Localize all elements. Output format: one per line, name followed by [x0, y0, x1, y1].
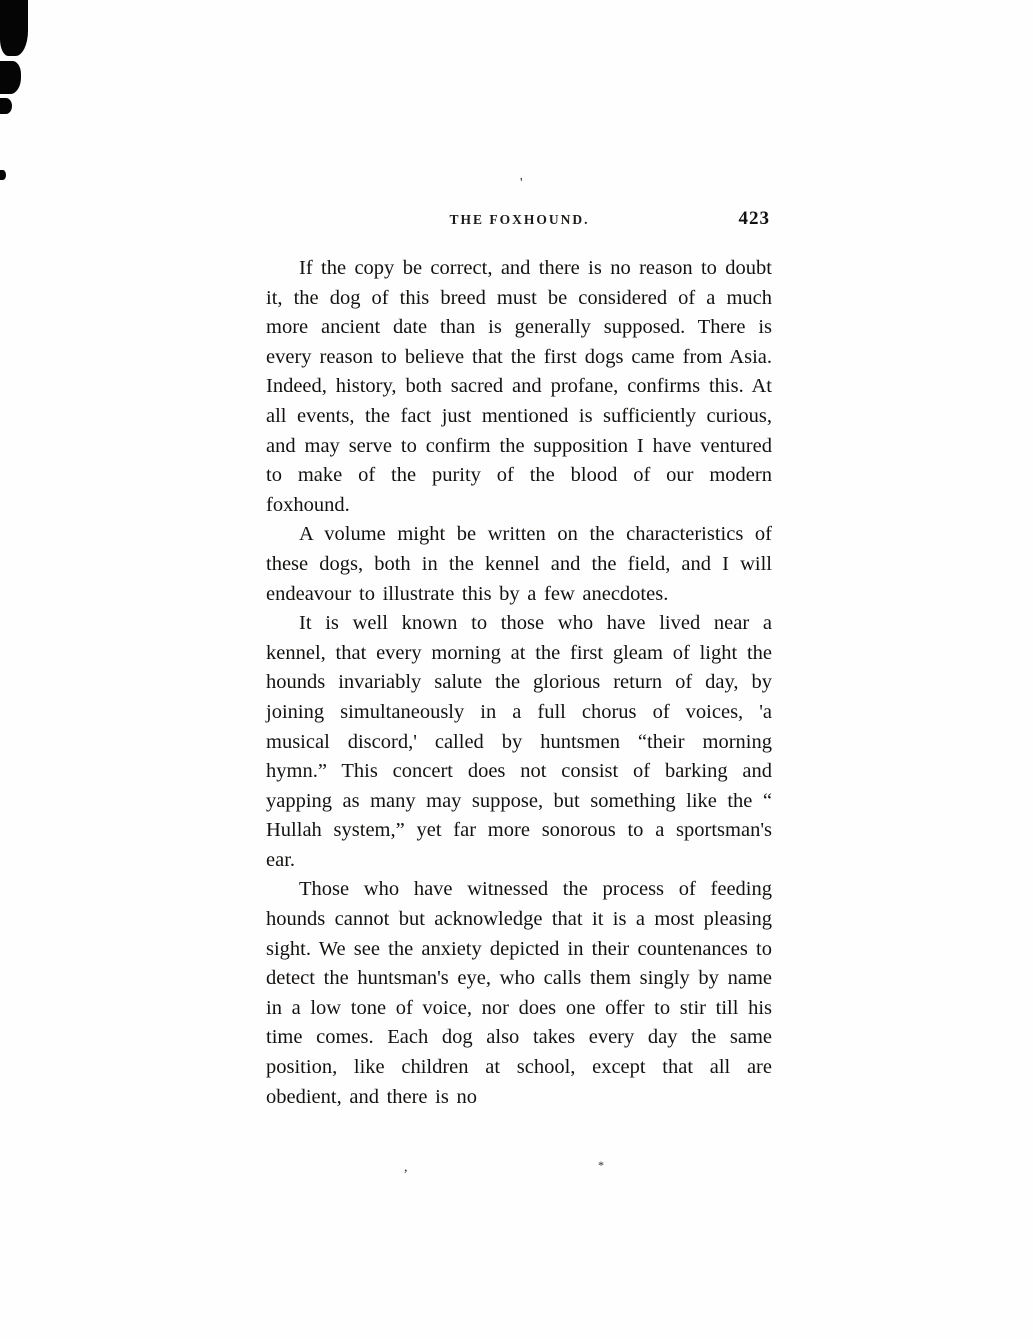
- scan-edge-artifact: [0, 0, 28, 56]
- scan-edge-artifact: [0, 98, 12, 114]
- scan-edge-artifact: [0, 170, 6, 180]
- paragraph-2: A volume might be written on the characteristics of these dogs, both in the kennel and the field, and I will endeavour to illustrate this by a few anecdotes.: [266, 523, 772, 605]
- page-header: [267, 208, 772, 236]
- running-header-title: THE FOXHOUND.: [449, 212, 590, 227]
- body-text-block: [266, 254, 772, 1112]
- scan-speck: *: [598, 1158, 604, 1172]
- paragraph-1: If the copy be correct, and there is no reason to doubt it, the dog of this breed must be considered of a much more ancient date than is generally supposed. There is every reason to believe that the first dogs came from Asia. Indeed, history, both sacred and profane, confirms this. At all events, the fact just mentioned is sufficiently curious, and may serve to confirm the supposition I have ventured to make of the purity of the blood of our modern foxhound.: [266, 257, 772, 516]
- paragraph-4: Those who have witnessed the process of feeding hounds cannot but acknowledge that it is a most pleasing sight. We see the anxiety depicted in their countenances to detect the huntsman's eye, who calls them singly by name in a low tone of voice, nor does one offer to stir till his time comes. Each dog also takes every day the same position, like children at school, except that all are obedient, and there is no: [266, 878, 772, 1108]
- scan-speck: ': [520, 176, 523, 191]
- paragraph-3: It is well known to those who have lived near a kennel, that every morning at the first gleam of light the hounds invariably salute the glorious return of day, by joining simultaneously in a full chorus of voices, 'a musical discord,' called by huntsmen “their morning hymn.” This concert does not consist of barking and yapping as many may suppose, but something like the “ Hullah system,” yet far more sonorous to a sportsman's ear.: [266, 612, 772, 871]
- scan-edge-artifact: [0, 61, 21, 94]
- scan-speck: ,: [404, 1160, 408, 1175]
- page-number: 423: [738, 208, 770, 229]
